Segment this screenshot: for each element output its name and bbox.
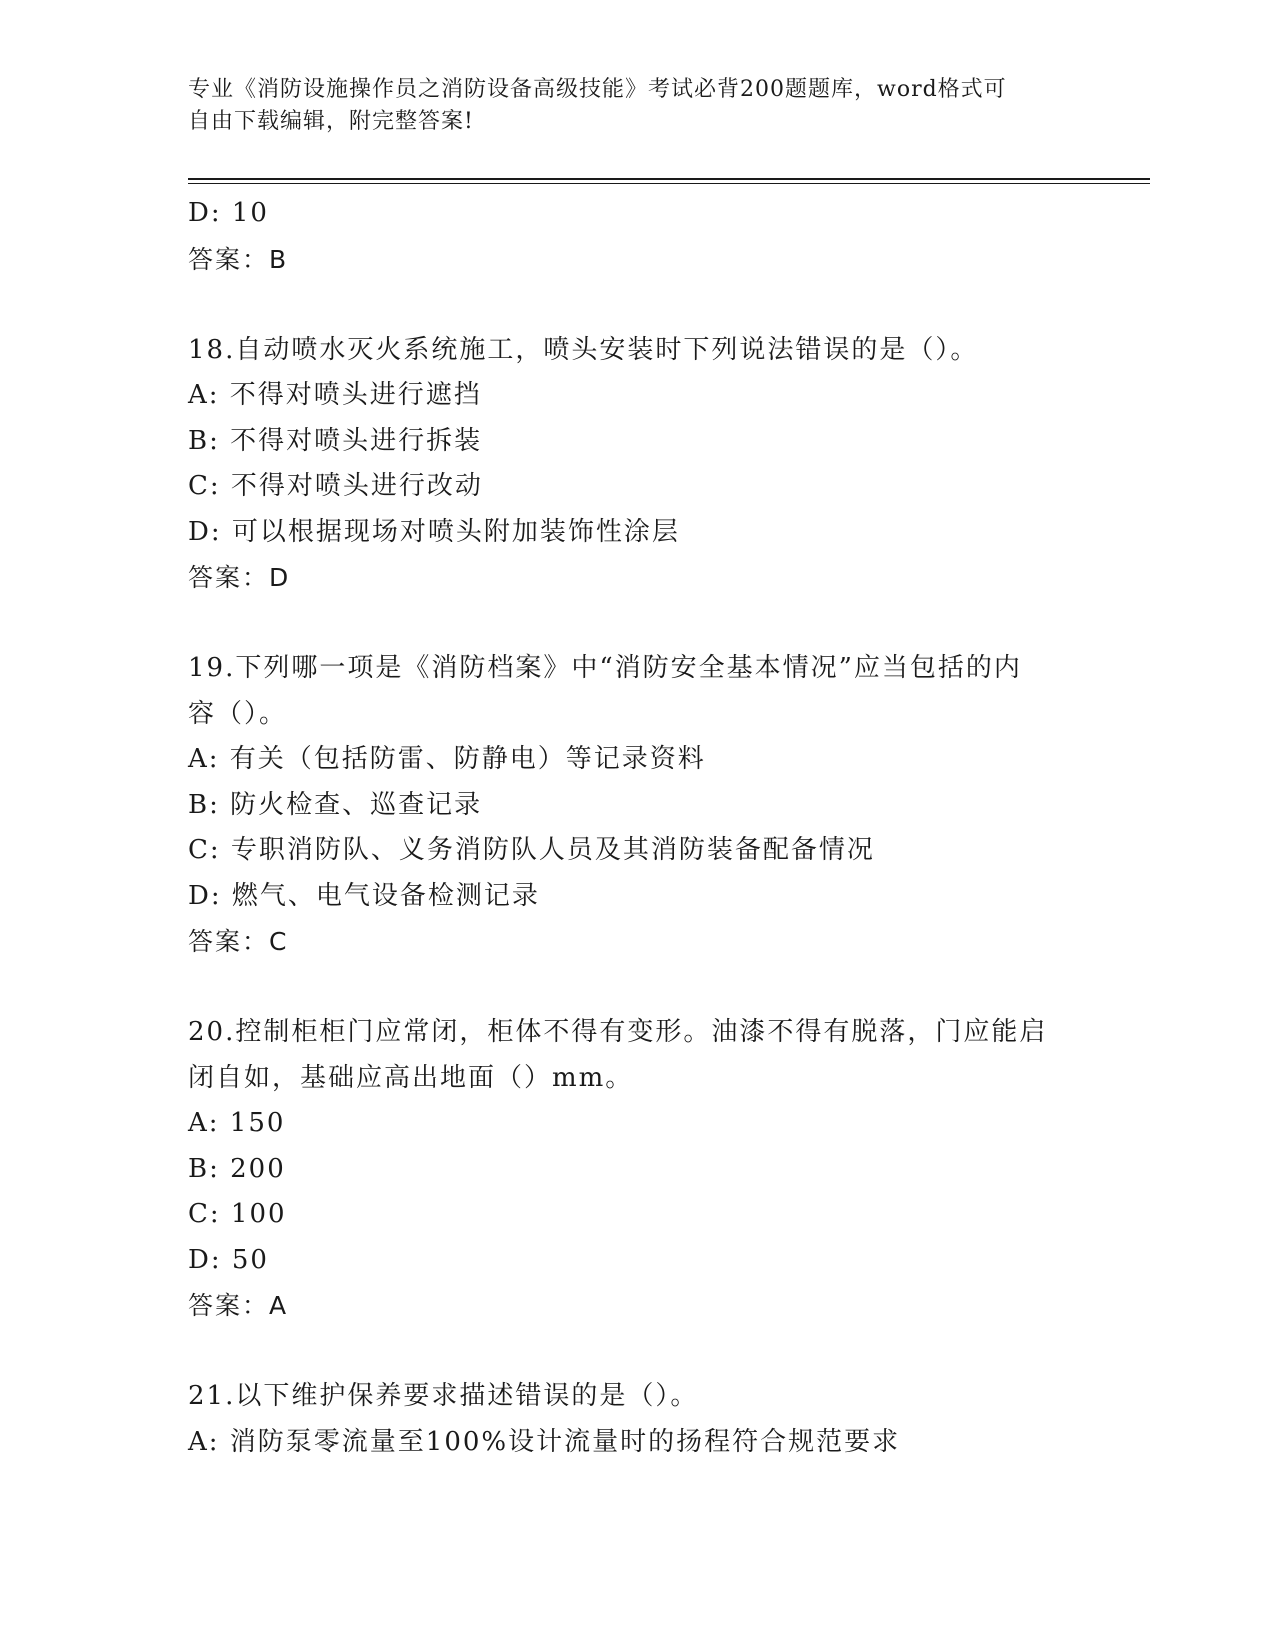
question-list bbox=[188, 191, 1088, 1465]
header-divider-thin bbox=[188, 183, 1150, 184]
spacer bbox=[188, 282, 1088, 328]
spacer bbox=[188, 965, 1088, 1011]
prev-answer: 答案：B bbox=[188, 244, 289, 274]
spacer bbox=[188, 1329, 1088, 1375]
question-18-answer: 答案：D bbox=[188, 563, 291, 592]
question-18-option-d: D: 可以根据现场对喷头附加装饰性涂层 bbox=[188, 516, 680, 547]
question-19-text-line-1: 19.下列哪一项是《消防档案》中“消防安全基本情况”应当包括的内 bbox=[188, 653, 1022, 683]
question-20-option-b: B: 200 bbox=[188, 1153, 286, 1184]
question-20-answer: 答案：A bbox=[188, 1291, 289, 1320]
header-title-line-2: 自由下载编辑，附完整答案! bbox=[188, 109, 474, 134]
spacer bbox=[188, 601, 1088, 647]
question-20-option-a: A: 150 bbox=[188, 1108, 286, 1138]
question-18-option-c: C: 不得对喷头进行改动 bbox=[188, 471, 483, 501]
question-21-option-a: A: 消防泵零流量至100%设计流量时的扬程符合规范要求 bbox=[188, 1426, 901, 1457]
prev-option-d: D: 10 bbox=[188, 198, 269, 228]
question-19-option-c: C: 专职消防队、义务消防队人员及其消防装备配备情况 bbox=[188, 835, 875, 865]
question-19-answer: 答案：C bbox=[188, 927, 289, 956]
question-19-text-line-2: 容（）。 bbox=[188, 698, 288, 729]
question-18-option-b: B: 不得对喷头进行拆装 bbox=[188, 425, 483, 456]
question-19-option-b: B: 防火检查、巡查记录 bbox=[188, 789, 483, 820]
question-19-option-d: D: 燃气、电气设备检测记录 bbox=[188, 880, 540, 911]
question-20-option-c: C: 100 bbox=[188, 1199, 287, 1229]
header-title-line-1: 专业《消防设施操作员之消防设备高级技能》考试必背200题题库，word格式可 bbox=[188, 77, 1007, 102]
document-header bbox=[188, 74, 1068, 138]
question-20-option-d: D: 50 bbox=[188, 1244, 269, 1275]
question-19-option-a: A: 有关（包括防雷、防静电）等记录资料 bbox=[188, 744, 706, 774]
question-18-text: 18.自动喷水灭火系统施工，喷头安装时下列说法错误的是（）。 bbox=[188, 334, 979, 365]
question-20-text-line-2: 闭自如，基础应高出地面（）mm。 bbox=[188, 1062, 634, 1093]
question-18-option-a: A: 不得对喷头进行遮挡 bbox=[188, 380, 482, 410]
question-21-text: 21.以下维护保养要求描述错误的是（）。 bbox=[188, 1381, 699, 1411]
question-20-text-line-1: 20.控制柜柜门应常闭，柜体不得有变形。油漆不得有脱落，门应能启 bbox=[188, 1017, 1048, 1047]
header-divider-thick bbox=[188, 178, 1150, 180]
